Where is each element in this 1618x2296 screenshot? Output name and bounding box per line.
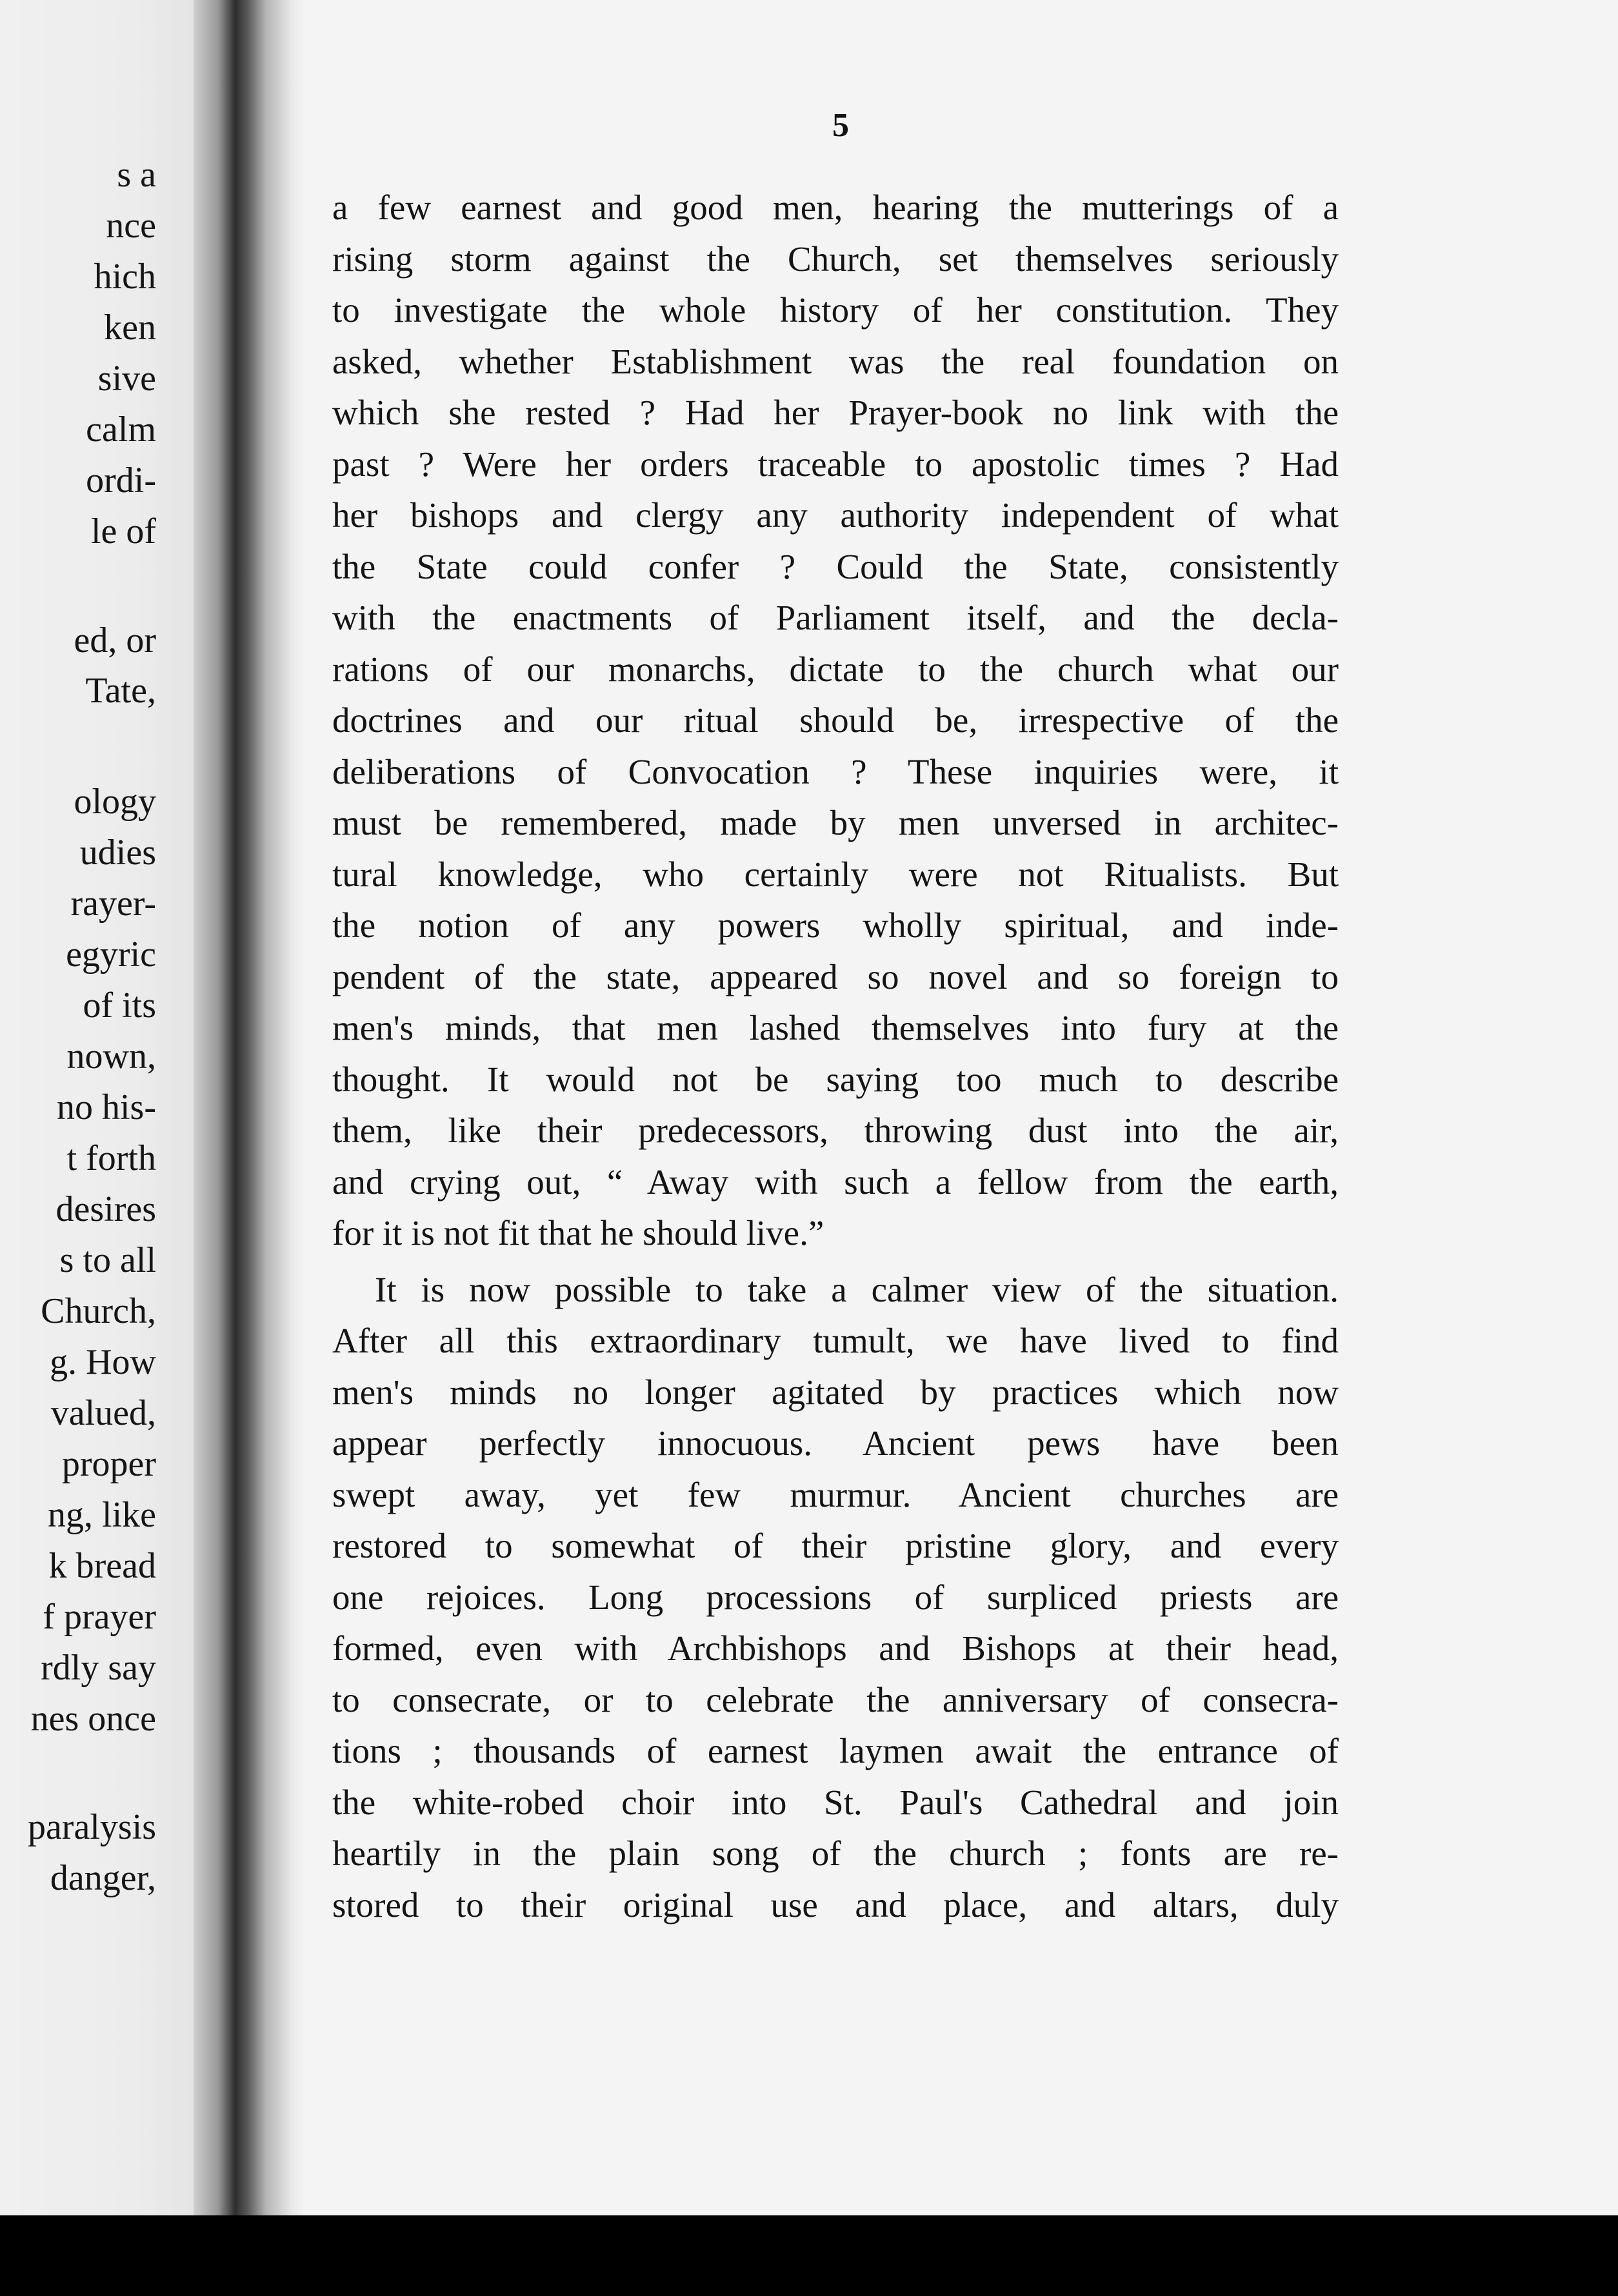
page-body-text — [332, 182, 1339, 1930]
previous-page-line: nes once — [30, 1699, 156, 1739]
text-line: must be remembered, made by men unversed in architec- — [332, 803, 1339, 842]
previous-page-line: ng, like — [48, 1495, 156, 1535]
previous-page-line: nce — [106, 206, 156, 246]
text-line: rising storm against the Church, set themselves seriously — [332, 239, 1339, 279]
previous-page-line: s to all — [59, 1240, 156, 1280]
previous-page-line: sive — [97, 359, 156, 399]
text-line: appear perfectly innocuous. Ancient pews have been — [332, 1423, 1339, 1463]
book-spine-gutter — [194, 0, 303, 2215]
text-line: rations of our monarchs, dictate to the church what our — [332, 649, 1339, 689]
previous-page-line: k bread — [48, 1546, 156, 1586]
text-line: a few earnest and good men, hearing the mutterings of a — [332, 188, 1339, 227]
previous-page-line: Tate, — [85, 671, 156, 711]
text-line: thought. It would not be saying too much to describe — [332, 1059, 1339, 1099]
text-line: swept away, yet few murmur. Ancient churches are — [332, 1474, 1339, 1514]
page-number: 5 — [832, 107, 849, 144]
text-line: one rejoices. Long processions of surpliced priests are — [332, 1577, 1339, 1617]
text-line: tions ; thousands of earnest laymen await the entrance of — [332, 1731, 1339, 1770]
previous-page-line: calm — [86, 410, 156, 450]
previous-page-line: rdly say — [41, 1648, 156, 1688]
previous-page-line: s a — [117, 155, 156, 195]
text-line: with the enactments of Parliament itself, and the decla- — [332, 598, 1339, 637]
text-line: heartily in the plain song of the church ; fonts are re- — [332, 1834, 1339, 1873]
paragraph-2 — [332, 1264, 1339, 1931]
text-line: After all this extraordinary tumult, we have lived to find — [332, 1321, 1339, 1360]
text-line: stored to their original use and place, and altars, duly — [332, 1885, 1339, 1925]
previous-page-line: ed, or — [74, 620, 156, 660]
previous-page-line: danger, — [50, 1858, 156, 1898]
previous-page — [0, 0, 194, 2215]
text-line: men's minds no longer agitated by practices which now — [332, 1372, 1339, 1412]
text-line: past ? Were her orders traceable to apostolic times ? Had — [332, 444, 1339, 484]
previous-page-line: rayer- — [70, 884, 156, 924]
scan-bottom-border — [0, 2215, 1618, 2296]
previous-page-line: f prayer — [43, 1597, 156, 1637]
previous-page-line: Church, — [41, 1291, 156, 1331]
text-line: which she rested ? Had her Prayer-book no link with the — [332, 393, 1339, 432]
text-line: tural knowledge, who certainly were not Ritualists. But — [332, 854, 1339, 894]
text-line: to consecrate, or to celebrate the anniversary of consecra- — [332, 1679, 1339, 1719]
text-line: her bishops and clergy any authority independent of what — [332, 495, 1339, 535]
previous-page-line: udies — [79, 833, 156, 873]
previous-page-line: hich — [94, 257, 156, 297]
text-line: them, like their predecessors, throwing dust into the air, — [332, 1111, 1339, 1150]
previous-page-line: ken — [104, 308, 156, 348]
previous-page-line: of its — [83, 985, 156, 1025]
text-line: to investigate the whole history of her constitution. They — [332, 290, 1339, 330]
text-line: the notion of any powers wholly spiritual, and inde- — [332, 906, 1339, 945]
text-line: formed, even with Archbishops and Bishops at their head, — [332, 1628, 1339, 1668]
text-line: It is now possible to take a calmer view of the situation. — [375, 1269, 1339, 1309]
text-line: restored to somewhat of their pristine glory, and every — [332, 1526, 1339, 1565]
previous-page-line: egyric — [66, 935, 156, 975]
previous-page-line: nown, — [66, 1036, 156, 1076]
text-line: the white-robed choir into St. Paul's Cathedral and join — [332, 1782, 1339, 1822]
previous-page-line: ology — [74, 782, 156, 822]
previous-page-line: ordi- — [86, 460, 156, 500]
text-line: men's minds, that men lashed themselves into fury at the — [332, 1008, 1339, 1047]
text-line: deliberations of Convocation ? These inquiries were, it — [332, 751, 1339, 791]
text-line: pendent of the state, appeared so novel and so foreign to — [332, 956, 1339, 996]
previous-page-line: g. How — [50, 1342, 156, 1382]
paragraph-1 — [332, 182, 1339, 1259]
previous-page-line: t forth — [66, 1138, 156, 1178]
previous-page-line: valued, — [50, 1393, 156, 1433]
previous-page-line: le of — [90, 511, 156, 551]
previous-page-line: paralysis — [27, 1807, 156, 1847]
text-line: for it is not fit that he should live.” — [332, 1213, 824, 1252]
text-line: and crying out, “ Away with such a fellow from the earth, — [332, 1162, 1339, 1202]
previous-page-line: desires — [55, 1189, 156, 1229]
text-line: asked, whether Establishment was the real foundation on — [332, 341, 1339, 381]
text-line: the State could confer ? Could the State, consistently — [332, 546, 1339, 586]
text-line: doctrines and our ritual should be, irrespective of the — [332, 700, 1339, 740]
previous-page-line: proper — [61, 1444, 156, 1484]
previous-page-line: no his- — [57, 1087, 156, 1127]
